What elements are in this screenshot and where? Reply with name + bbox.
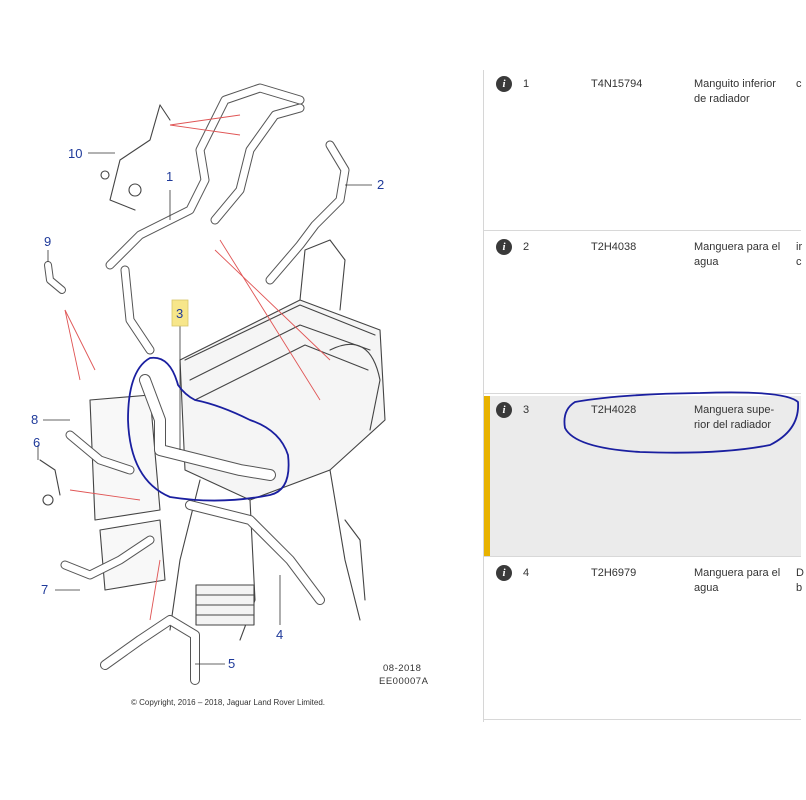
- part-row-1[interactable]: [484, 70, 801, 231]
- diagram-ref-code: EE00007A: [379, 676, 429, 687]
- part-code: T4N15794: [591, 78, 643, 90]
- part-extra: [796, 240, 806, 270]
- diagram-date: 08-2018: [383, 663, 422, 674]
- part-description: [694, 403, 789, 433]
- callout-5[interactable]: 5: [228, 656, 236, 671]
- info-icon[interactable]: i: [496, 565, 512, 581]
- callout-9[interactable]: 9: [44, 234, 52, 249]
- part-description-line: Manguito inferior: [694, 78, 776, 90]
- part-extra-line: c: [796, 256, 802, 268]
- callout-1[interactable]: 1: [166, 169, 174, 184]
- callout-8[interactable]: 8: [31, 412, 39, 427]
- part-number: 1: [523, 78, 530, 90]
- part-description-line: de radiador: [694, 93, 750, 105]
- part-code: T2H4038: [591, 241, 637, 253]
- part-code: T2H4028: [591, 404, 637, 416]
- part-code: T2H6979: [591, 567, 637, 579]
- info-icon[interactable]: i: [496, 402, 512, 418]
- parts-diagram: [0, 70, 470, 720]
- part-number: 2: [523, 241, 530, 253]
- part-description-line: Manguera para el: [694, 567, 781, 579]
- part-description: [694, 240, 789, 270]
- part-description: [694, 77, 789, 107]
- part-extra-line: b: [796, 582, 803, 594]
- part-description-line: Manguera supe-: [694, 404, 775, 416]
- callout-3[interactable]: 3: [176, 306, 184, 321]
- part-extra: [796, 566, 806, 596]
- info-icon[interactable]: i: [496, 239, 512, 255]
- callout-10[interactable]: 10: [68, 146, 83, 161]
- part-extra-line: D: [796, 567, 804, 579]
- part-description-line: agua: [694, 256, 719, 268]
- callout-6[interactable]: 6: [33, 435, 41, 450]
- part-number: 4: [523, 567, 530, 579]
- copyright-text: © Copyright, 2016 – 2018, Jaguar Land Rover Limited.: [131, 698, 326, 707]
- part-row-2[interactable]: [484, 233, 801, 394]
- callout-7[interactable]: 7: [41, 582, 49, 597]
- part-description-line: agua: [694, 582, 719, 594]
- callout-2[interactable]: 2: [377, 177, 385, 192]
- parts-list-panel: [483, 70, 804, 722]
- part-description-line: rior del radiador: [694, 419, 772, 431]
- part-number: 3: [523, 404, 530, 416]
- callout-4[interactable]: 4: [276, 627, 284, 642]
- part-extra-line: ir: [796, 241, 803, 253]
- part-description: [694, 566, 789, 596]
- part-extra-line: c: [796, 78, 802, 90]
- part-row-4[interactable]: [484, 559, 804, 720]
- info-icon[interactable]: i: [496, 76, 512, 92]
- part-extra: [796, 77, 806, 92]
- part-description-line: Manguera para el: [694, 241, 781, 253]
- part-row-3[interactable]: [484, 396, 801, 557]
